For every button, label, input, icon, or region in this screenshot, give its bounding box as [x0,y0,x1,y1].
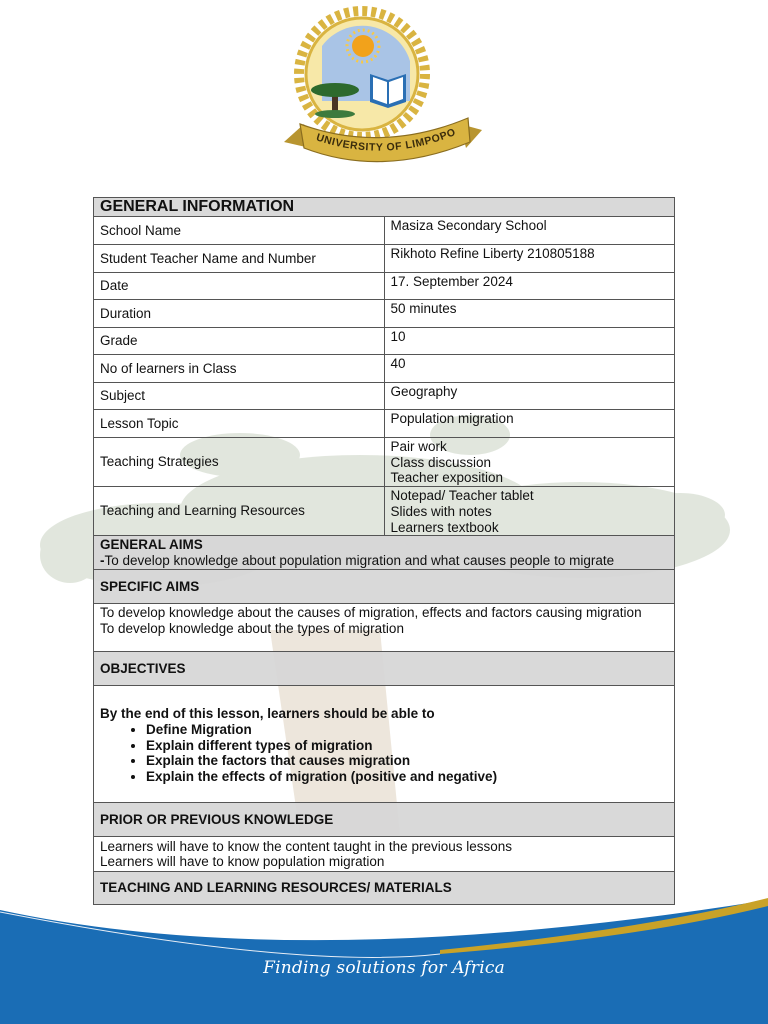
table-row [94,410,675,438]
table-row [94,217,675,245]
row-label: Teaching and Learning Resources [94,487,385,536]
footer-tagline: Finding solutions for Africa [263,958,505,978]
row-label: Lesson Topic [94,410,385,438]
list-item: Class discussion [390,454,492,470]
list-item: • Define Migration [146,722,668,738]
specific-aims-heading: SPECIFIC AIMS [94,570,675,604]
prior-knowledge-heading: PRIOR OR PREVIOUS KNOWLEDGE [94,803,675,837]
objectives-list [100,722,668,785]
general-aims-text [100,553,668,569]
row-value: Population migration [384,410,675,438]
list-item: • Explain the factors that causes migration [146,753,668,769]
prior-knowledge-line: Learners will have to know population migration [100,854,385,870]
table-row [94,245,675,273]
table-row [94,328,675,355]
list-item: Slides with notes [390,503,492,519]
svg-text:UNIVERSITY OF LIMPOPO: UNIVERSITY OF LIMPOPO [314,126,458,154]
objectives-row [94,686,675,803]
table-row [94,273,675,300]
university-logo [270,6,500,166]
learning-resources-row [94,487,675,536]
row-value: 10 [384,328,675,355]
row-label: Teaching Strategies [94,438,385,487]
prior-knowledge-row [94,837,675,872]
prior-knowledge-header-row [94,803,675,837]
specific-aim: To develop knowledge about the types of migration [100,620,404,636]
table-row [94,355,675,383]
materials-heading: TEACHING AND LEARNING RESOURCES/ MATERIALS [94,872,675,905]
strategies-list [384,438,675,487]
prior-knowledge-cell [94,837,675,872]
teaching-strategies-row [94,438,675,487]
prior-knowledge-line: Learners will have to know the content taught in the previous lessons [100,838,512,854]
list-item: • Explain the effects of migration (positive and negative) [146,769,668,785]
objectives-intro: By the end of this lesson, learners should be able to [100,705,435,721]
row-value: 40 [384,355,675,383]
row-label: Subject [94,383,385,410]
row-label: Duration [94,300,385,328]
list-item: Pair work [390,439,447,454]
objectives-cell [94,686,675,803]
general-aims-cell [94,536,675,570]
objectives-heading: OBJECTIVES [94,652,675,686]
row-label: Grade [94,328,385,355]
row-label: School Name [94,217,385,245]
general-aims-row [94,536,675,570]
objectives-header-row [94,652,675,686]
specific-aims-cell [94,604,675,652]
general-information-header-row [94,198,675,217]
list-item: Teacher exposition [390,470,504,486]
general-aims-body: To develop knowledge about population migration and what causes people to migrate [104,552,615,568]
specific-aims-row [94,604,675,652]
resources-list [384,487,675,536]
table-row [94,300,675,328]
row-value: Geography [384,383,675,410]
lesson-plan-table [93,197,675,905]
row-value: Rikhoto Refine Liberty 210805188 [384,245,675,273]
row-value: 50 minutes [384,300,675,328]
list-item: • Explain different types of migration [146,738,668,754]
general-information-heading: GENERAL INFORMATION [94,198,675,217]
row-label: Date [94,273,385,300]
row-label: No of learners in Class [94,355,385,383]
list-item: Learners textbook [390,519,499,535]
general-aims-heading: GENERAL AIMS [100,537,203,553]
specific-aim: To develop knowledge about the causes of migration, effects and factors causing migration [100,605,642,621]
footer-wave [0,890,768,1024]
row-value: 17. September 2024 [384,273,675,300]
general-aims-dash: - [100,552,105,568]
row-label: Student Teacher Name and Number [94,245,385,273]
row-value: Masiza Secondary School [384,217,675,245]
list-item: Notepad/ Teacher tablet [390,488,534,504]
specific-aims-header-row [94,570,675,604]
materials-header-row [94,872,675,905]
table-row [94,383,675,410]
